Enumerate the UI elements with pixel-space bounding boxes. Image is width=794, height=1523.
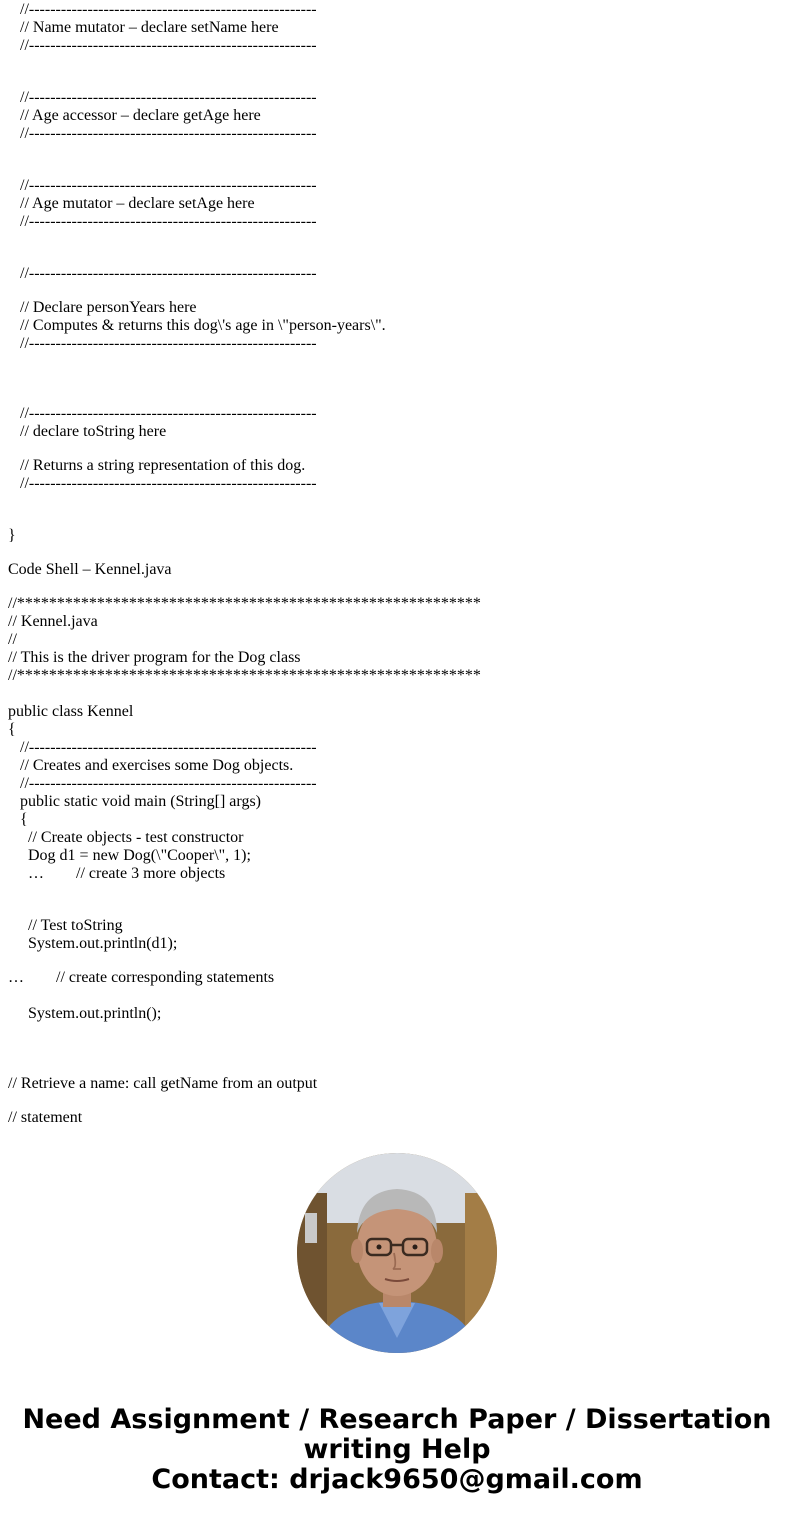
println-d1-statement: System.out.println(d1); — [28, 935, 178, 952]
personyears-rule-top: //------------------------------------------------------ — [20, 265, 317, 282]
println-empty-statement: System.out.println(); — [28, 1005, 162, 1022]
tostring-rule-top: //------------------------------------------------------ — [20, 405, 317, 422]
setname-rule-top: //------------------------------------------------------ — [20, 1, 317, 18]
promo-contact-line: Contact: drjack9650@gmail.com — [151, 1464, 643, 1495]
main-comment: // Creates and exercises some Dog objects. — [20, 757, 294, 774]
kennel-blank-comment: // — [8, 631, 17, 648]
setage-rule-bottom: //------------------------------------------------------ — [20, 213, 317, 230]
kennel-section-heading: Code Shell – Kennel.java — [8, 561, 172, 578]
main-rule-bottom: //------------------------------------------------------ — [20, 775, 317, 792]
author-avatar — [297, 1153, 497, 1353]
main-open-brace: { — [20, 811, 28, 828]
getage-comment: // Age accessor – declare getAge here — [20, 107, 261, 124]
kennel-open-brace: { — [8, 721, 16, 738]
statement-comment: // statement — [8, 1109, 83, 1126]
personyears-comment: // Declare personYears here — [20, 299, 197, 316]
kennel-stars-top: //********************************************************** — [8, 595, 481, 612]
personyears-description: // Computes & returns this dog\'s age in \"person-years\". — [20, 317, 386, 334]
main-rule-top: //------------------------------------------------------ — [20, 739, 317, 756]
main-method-declaration: public static void main (String[] args) — [20, 793, 261, 810]
kennel-stars-bottom: //********************************************************** — [8, 667, 481, 684]
setage-rule-top: //------------------------------------------------------ — [20, 177, 317, 194]
setage-comment: // Age mutator – declare setAge here — [20, 195, 255, 212]
tostring-comment: // declare toString here — [20, 423, 167, 440]
corresponding-statements-comment: … // create corresponding statements — [8, 969, 275, 986]
dog-class-closing-brace: } — [8, 527, 16, 544]
getage-rule-bottom: //------------------------------------------------------ — [20, 125, 317, 142]
test-tostring-comment: // Test toString — [28, 917, 123, 934]
getage-rule-top: //------------------------------------------------------ — [20, 89, 317, 106]
personyears-rule-bottom: //------------------------------------------------------ — [20, 335, 317, 352]
kennel-driver-comment: // This is the driver program for the Dog class — [8, 649, 301, 666]
create-objects-comment: // Create objects - test constructor — [28, 829, 244, 846]
author-portrait-image — [297, 1153, 497, 1353]
promo-line-2: writing Help — [303, 1434, 491, 1465]
dog-d1-statement: Dog d1 = new Dog(\"Cooper\", 1); — [28, 847, 251, 864]
retrieve-name-comment: // Retrieve a name: call getName from an output — [8, 1075, 318, 1092]
setname-comment: // Name mutator – declare setName here — [20, 19, 279, 36]
tostring-rule-bottom: //------------------------------------------------------ — [20, 475, 317, 492]
kennel-file-comment: // Kennel.java — [8, 613, 98, 630]
tostring-description: // Returns a string representation of this dog. — [20, 457, 306, 474]
kennel-class-declaration: public class Kennel — [8, 703, 134, 720]
setname-rule-bottom: //------------------------------------------------------ — [20, 37, 317, 54]
create-more-objects-comment: … // create 3 more objects — [28, 865, 226, 882]
promo-line-1: Need Assignment / Research Paper / Dissertation — [22, 1404, 772, 1435]
